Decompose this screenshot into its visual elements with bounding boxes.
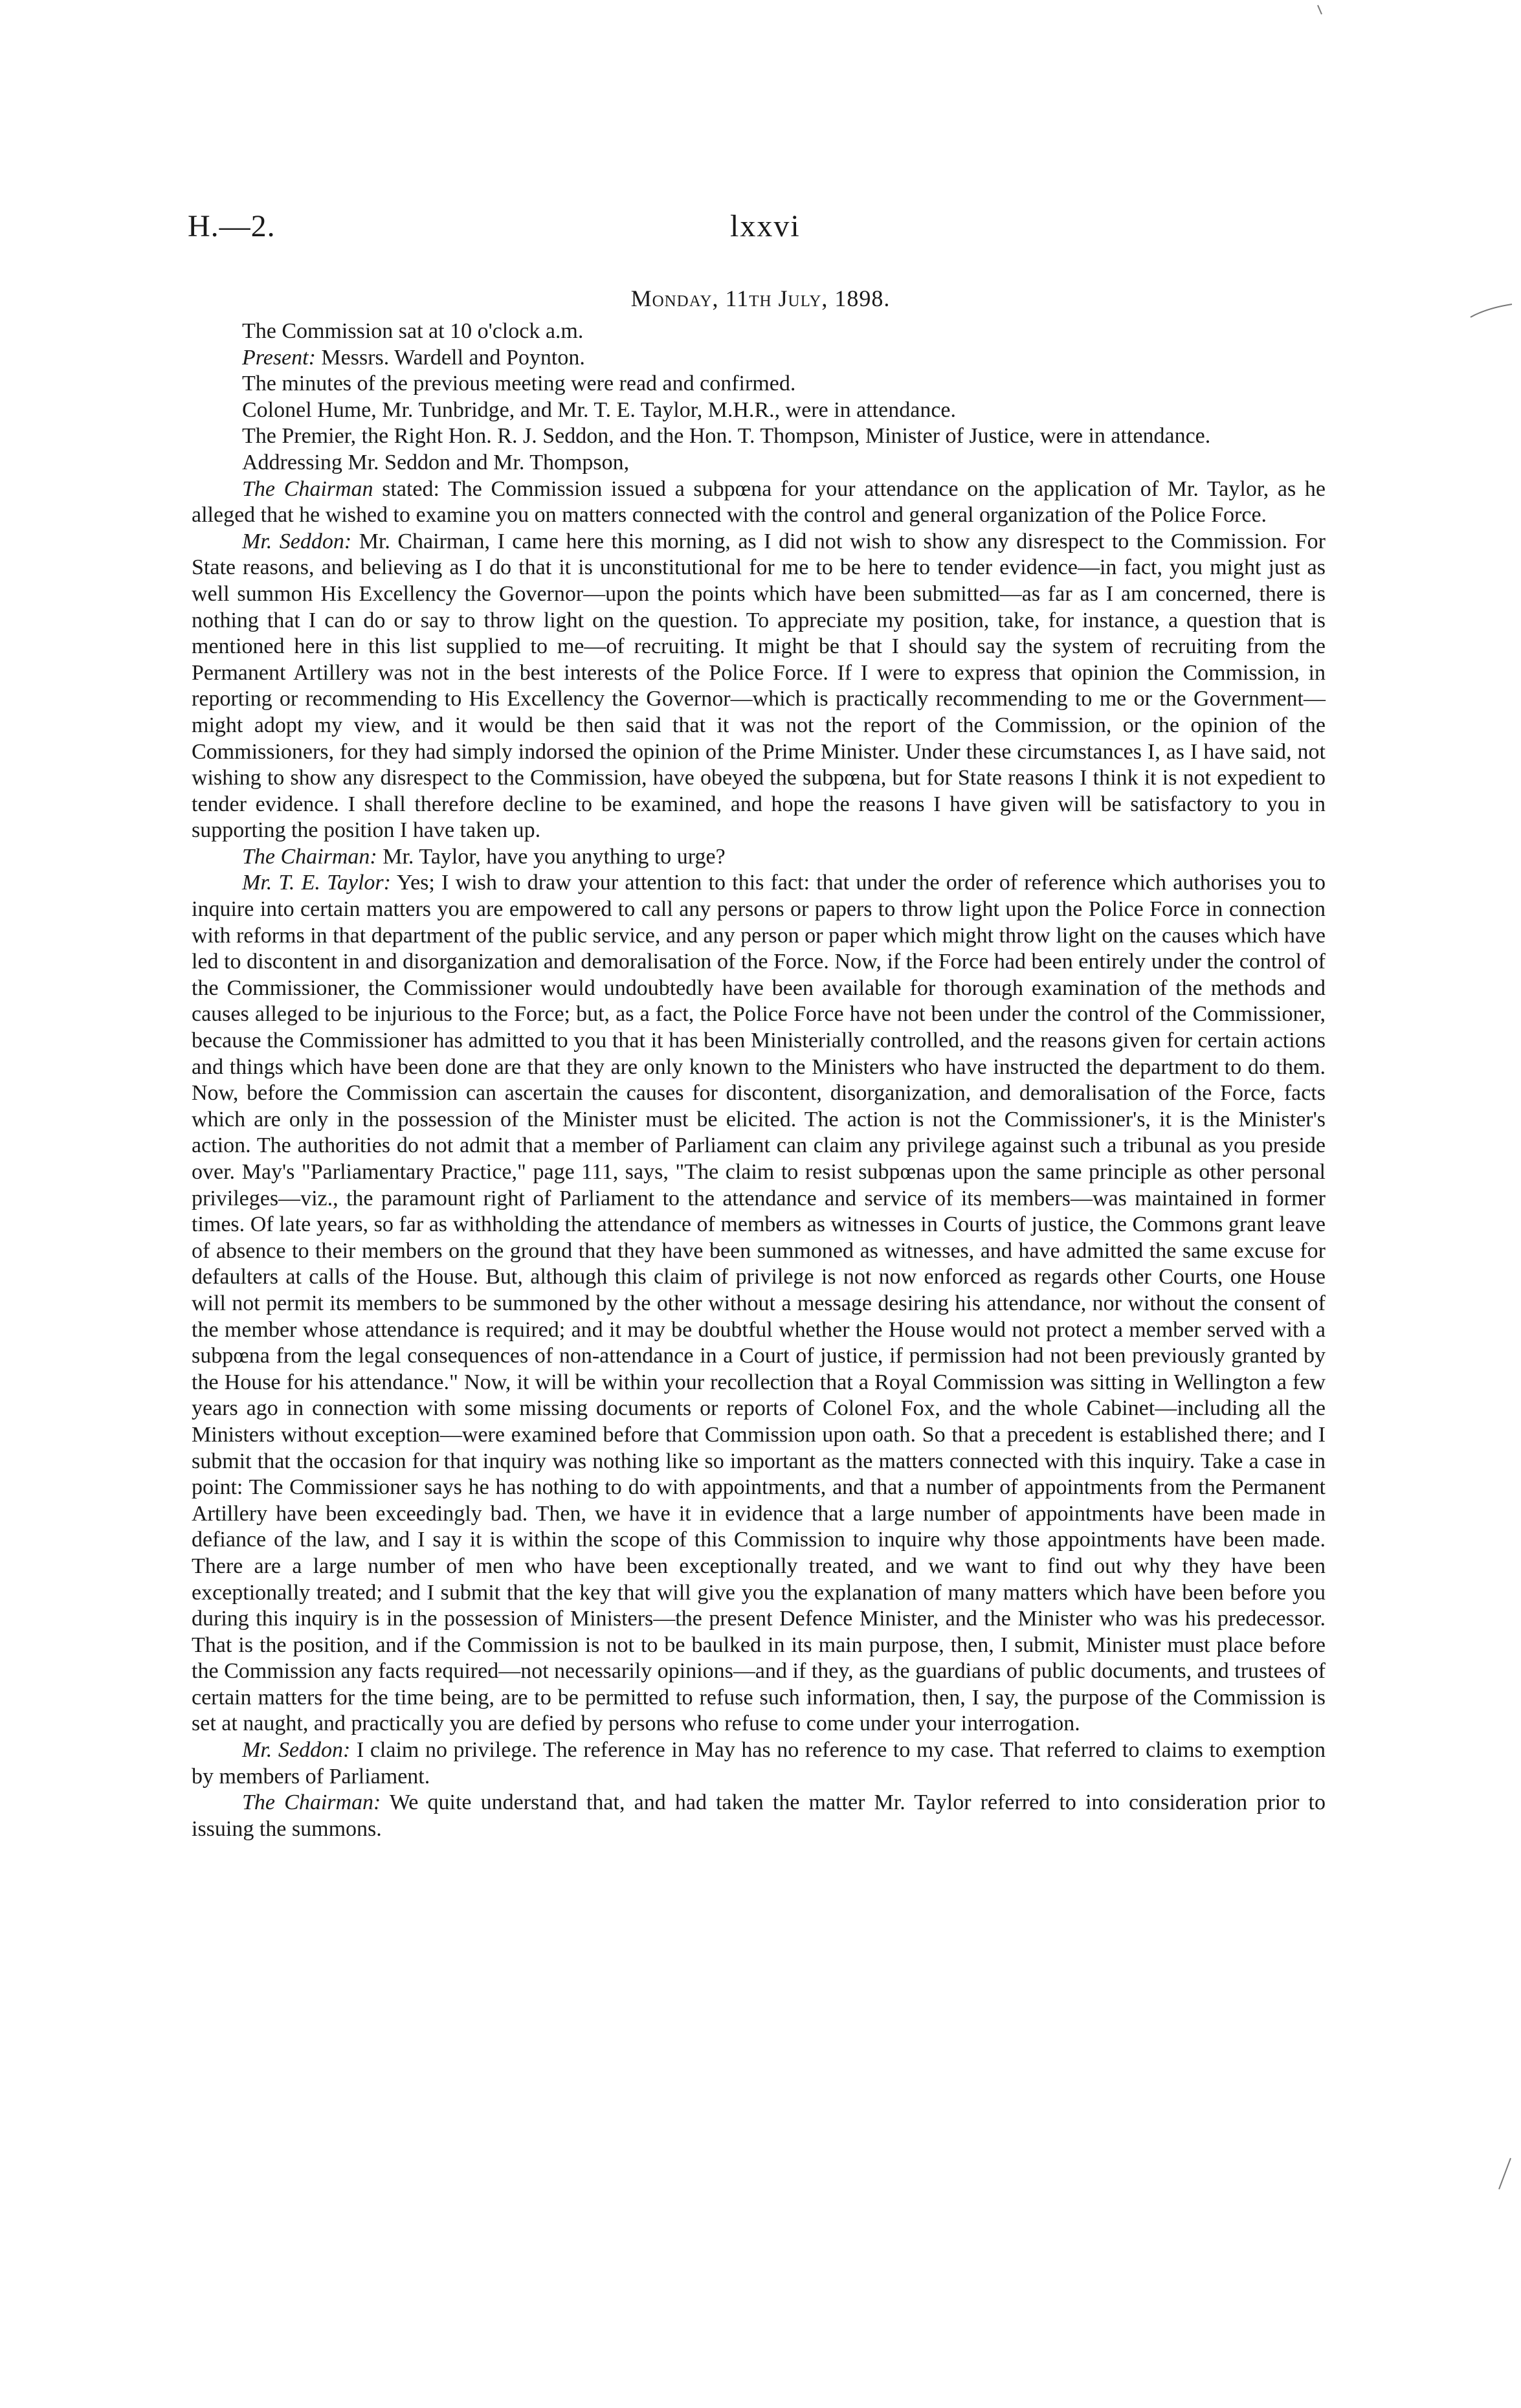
paragraph-text: Colonel Hume, Mr. Tunbridge, and Mr. T. E. Taylor, M.H.R., were in attendance. — [242, 397, 957, 422]
paragraph — [192, 844, 1326, 871]
paragraph — [192, 318, 1326, 345]
speaker: The Chairman — [242, 476, 373, 501]
paragraph-text: Mr. Taylor, have you anything to urge? — [377, 844, 726, 869]
paragraph — [192, 476, 1326, 529]
paragraph-text: I claim no privilege. The reference in May has no reference to my case. That referred to claims to exemption by members of Parliament. — [192, 1738, 1326, 1789]
paragraph — [192, 397, 1326, 424]
speaker: The Chairman: — [242, 1790, 381, 1815]
paragraph-text: The minutes of the previous meeting were read and confirmed. — [242, 372, 796, 396]
paragraph-text: stated: The Commission issued a subpœna for your attendance on the application of Mr. Taylor, as he alleged that he wished to examine you on matters connected with the control and general organization of the Police Force. — [192, 476, 1326, 528]
paragraph-text: The Commission sat at 10 o'clock a.m. — [242, 319, 584, 343]
paragraph-text: Mr. Chairman, I came here this morning, as I did not wish to show any disrespect to the Commission. For State reasons, and believing as I do that it is unconstitutional for me to be here to tender evidence—in fact, you might just as well summon His Excellency the Governor—upon the points which have been submitted—as far as I am concerned, there is nothing that I can do or say to throw light on the question. To appreciate my position, take, for instance, a question that is mentioned here in this list supplied to me—of recruiting. It might be that I should say the system of recruiting from the Permanent Artillery was not in the best interests of the Police Force. If I were to express that opinion the Commission, in reporting or recommending to His Excellency the Governor—which is practically recommending to me or the Government—might adopt my view, and it would be then said that it was not the report of the Commission, or the opinion of the Commissioners, for they had simply indorsed the opinion of the Prime Minister. Under these circumstances I, as I have said, not wishing to show any disrespect to the Commission, have obeyed the subpœna, but for State reasons I think it is not expedient to tender evidence. I shall therefore decline to be examined, and hope the reasons I have given will be satisfactory to you in supporting the position I have taken up. — [192, 529, 1326, 843]
paragraph — [192, 423, 1326, 450]
paragraph — [192, 345, 1326, 372]
paragraph — [192, 371, 1326, 397]
page-header — [188, 208, 1327, 247]
paragraph-text: Messrs. Wardell and Poynton. — [315, 345, 585, 370]
speaker: The Chairman: — [242, 844, 377, 869]
speaker: Present: — [242, 345, 316, 370]
paragraph-text: Addressing Mr. Seddon and Mr. Thompson, — [242, 450, 630, 474]
document-reference: H.—2. — [188, 209, 276, 243]
speaker: Mr. T. E. Taylor: — [242, 871, 391, 895]
speaker: Mr. Seddon: — [242, 1738, 351, 1763]
paragraph-text: Yes; I wish to draw your attention to this fact: that under the order of reference which authorises you to inquire into certain matters you are empowered to call any persons or papers to throw light upon the Police Force in connection with reforms in that department of the public service, and any person or paper which might throw light on the causes which have led to discontent in and disorganization and demoralisation of the Force. Now, if the Force had been entirely under the control of the Commissioner, the Commissioner would undoubtedly have been available for thorough examination of the methods and causes alleged to be injurious to the Force; but, as a fact, the Police Force have not been under the control of the Commissioner, because the Commissioner has admitted to you that it has been Ministerially controlled, and the reasons given for certain actions and things which have been done are that they are only known to the Ministers who have instructed the department to do them. Now, before the Commission can ascertain the causes for discontent, disorganization, and demoralisation of the Force, facts which are only in the possession of the Minister must be elicited. The action is not the Commissioner's, it is the Minister's action. The authorities do not admit that a member of Parliament can claim any privilege against such a tribunal as you preside over. May's "Parliamentary Practice," page 111, says, "The claim to resist subpœnas upon the same principle as other personal privileges—viz., the paramount right of Parliament to the attendance and service of its members—was maintained in former times. Of late years, so far as withholding the attendance of members as witnesses in Courts of justice, the Commons grant leave of absence to their members on the ground that they have been summoned as witnesses, and have admitted the same excuse for defaulters at calls of the House. But, although this claim of privilege is not now enforced as regards other Courts, one House will not permit its members to be summoned by the other without a message desiring his attendance, nor without the consent of the member whose attendance is required; and it may be doubtful whether the House would not protect a member served with a subpœna from the legal consequences of non-attendance in a Court of justice, if permission had not been previously granted by the House for his attendance." Now, it will be within your recollection that a Royal Commission was sitting in Wellington a few years ago in connection with some missing documents or reports of Colonel Fox, and the whole Cabinet—including all the Ministers without exception—were examined before that Commission upon oath. So that a precedent is established there; and I submit that the occasion for that inquiry was nothing like so important as the matters connected with this inquiry. Take a case in point: The Commissioner says he has nothing to do with appointments, and that a number of appointments from the Permanent Artillery have been exceedingly bad. Then, we have it in evidence that a large number of appointments have been made in defiance of the law, and I say it is within the scope of this Commission to inquire why those appointments have been made. There are a large number of men who have been exceptionally treated, and we want to find out why they have been exceptionally treated; and I submit that the key that will give you the explanation of many matters which have been before you during this inquiry is in the possession of Ministers—the present Defence Minister, and the Minister who was his predecessor. That is the position, and if the Commission is not to be baulked in its main purpose, then, I submit, Minister must place before the Commission any facts required—not necessarily opinions—and if they, as the guardians of public documents, and trustees of certain matters for the time being, are to be permitted to refuse such information, then, I say, the purpose of the Commission is set at naught, and practically you are defied by persons who refuse to come under your interrogation. — [192, 871, 1326, 1736]
paragraph — [192, 450, 1326, 476]
page-number: lxxvi — [730, 209, 801, 243]
session-date: Monday, 11th July, 1898. — [630, 285, 891, 311]
speaker: Mr. Seddon: — [242, 529, 352, 553]
paragraph — [192, 1737, 1326, 1790]
margin-mark — [1469, 298, 1515, 330]
paragraph — [192, 1790, 1326, 1842]
paragraph — [192, 529, 1326, 844]
margin-mark — [1314, 4, 1327, 17]
minutes-body — [192, 318, 1326, 1842]
paragraph-text: The Premier, the Right Hon. R. J. Seddon, and the Hon. T. Thompson, Minister of Justice, were in attendance. — [242, 424, 1211, 449]
margin-mark — [1495, 2156, 1515, 2194]
paragraph-text: We quite understand that, and had taken the matter Mr. Taylor referred to into consideration prior to issuing the summons. — [192, 1790, 1326, 1841]
paragraph — [192, 870, 1326, 1737]
